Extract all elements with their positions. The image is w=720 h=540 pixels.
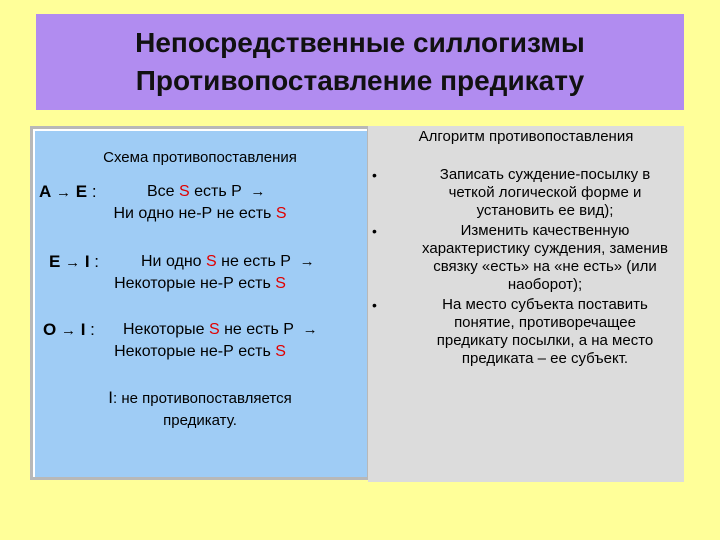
conclusion: [33, 341, 367, 363]
algorithm-step: [368, 222, 684, 294]
arrow-icon: →: [56, 184, 72, 201]
rule-from: Е: [49, 252, 61, 271]
algorithm-step: [368, 166, 684, 220]
rule-from: О: [43, 320, 57, 339]
algorithm-heading: Алгоритм противопоставления: [418, 128, 634, 145]
bullet-icon: •: [372, 297, 377, 313]
rule-separator: :: [91, 182, 97, 201]
conclusion: [33, 273, 367, 295]
premise-predicate: не есть Р: [216, 253, 291, 270]
rule-to: I: [80, 320, 86, 339]
conclusion-subject: S: [275, 275, 286, 292]
note-line-1: : не противопоставляется: [113, 390, 292, 407]
conclusion-text: Некоторые не-Р есть: [114, 275, 276, 292]
algorithm-step-text: Записать суждение-посылку в четкой логической форме и установить ее вид);: [439, 166, 651, 219]
rule-e-i: [33, 251, 367, 295]
note-line-2: предикату.: [163, 412, 237, 429]
conclusion-text: Некоторые не-Р есть: [114, 343, 276, 360]
scheme-note: [33, 387, 367, 432]
rule-a-e: [33, 181, 367, 225]
conclusion: [33, 203, 367, 225]
arrow-icon: →: [295, 253, 315, 270]
premise-predicate: есть Р: [189, 183, 242, 200]
rule-o-i: [33, 319, 367, 363]
algorithm-panel: [368, 126, 684, 482]
conclusion-text: Ни одно не-Р не есть: [113, 205, 276, 222]
rule-to: Е: [75, 182, 88, 201]
algorithm-step-text: На место субъекта поставить понятие, противоречащее предикату посылки, а на место предиката – ее субъект.: [436, 296, 654, 367]
algorithm-step-text: Изменить качественную характеристику суждения, заменив связку «есть» на «не есть» (или наоборот);: [422, 222, 668, 293]
premise-text: Ни одно: [141, 253, 206, 270]
scheme-heading: Схема противопоставления: [103, 149, 297, 166]
note-letter: I: [108, 388, 114, 407]
algorithm-step: [368, 296, 684, 368]
premise-predicate: не есть Р: [219, 321, 294, 338]
premise-subject: S: [179, 183, 190, 200]
bullet-icon: •: [372, 223, 377, 239]
rule-from: А: [39, 182, 52, 201]
premise-text: Некоторые: [123, 321, 209, 338]
arrow-icon: →: [298, 321, 318, 338]
rule-to: I: [84, 252, 90, 271]
algorithm-list: [368, 166, 684, 368]
rule-separator: :: [90, 320, 95, 339]
bullet-icon: •: [372, 167, 377, 183]
title-banner: [36, 14, 684, 110]
title-line-2: Противопоставление предикату: [135, 65, 585, 96]
premise-subject: S: [208, 321, 220, 338]
arrow-icon: →: [246, 183, 266, 200]
premise-subject: S: [206, 253, 217, 270]
arrow-icon: →: [65, 254, 81, 271]
scheme-panel: [30, 126, 370, 480]
title-line-1: Непосредственные силлогизмы: [135, 27, 585, 58]
conclusion-subject: S: [275, 343, 286, 360]
premise-text: Все: [147, 183, 180, 200]
conclusion-subject: S: [275, 205, 287, 222]
arrow-icon: →: [60, 322, 76, 339]
rule-separator: :: [94, 252, 100, 271]
